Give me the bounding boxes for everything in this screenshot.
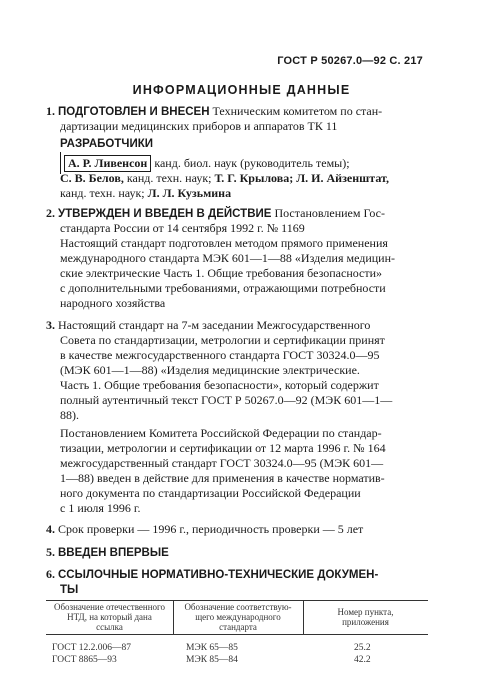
table-header-2-line-3: стандарта <box>219 622 257 632</box>
section-3-line-8: Постановлением Комитета Российской Федерации по стандар- <box>60 426 382 440</box>
section-6-line-2 <box>60 582 428 598</box>
table-header-1-line-2: НТД, на который дана <box>67 612 152 622</box>
section-3-line-5: Часть 1. Общие требования безопасности», который содержит <box>60 378 379 392</box>
section-2 <box>46 206 426 222</box>
developer-name-belov: С. В. Белов, <box>60 171 124 185</box>
section-2-heading: УТВЕРЖДЕН И ВВЕДЕН В ДЕЙСТВИЕ <box>58 208 272 220</box>
section-3-line-7: 88). <box>60 408 79 422</box>
section-3-number: 3. <box>46 318 55 332</box>
table-header-2-line-1: Обозначение соответствую- <box>184 602 292 612</box>
developers-line-2-text: канд. техн. наук; <box>123 171 215 185</box>
developers-line-1-rest: канд. биол. наук (руководитель темы); <box>154 156 350 170</box>
section-1 <box>46 104 426 120</box>
section-2-line-3: Настоящий стандарт подготовлен методом прямого применения <box>60 236 388 250</box>
section-6 <box>46 567 426 583</box>
section-3-line-2: Совета по стандартизации, метрологии и сертификации принят <box>60 333 385 347</box>
developers-heading <box>60 136 428 152</box>
section-5-text: ВВЕДЕН ВПЕРВЫЕ <box>58 547 169 559</box>
table-top-rule <box>46 600 428 601</box>
section-3-line-1: Настоящий стандарт на 7-м заседании Межгосударственного <box>58 318 371 332</box>
table-cell: МЭК 65—85 <box>186 643 238 653</box>
section-6-line-1: ССЫЛОЧНЫЕ НОРМАТИВНО-ТЕХНИЧЕСКИЕ ДОКУМЕН- <box>58 569 379 581</box>
section-1-text-2: дартизации медицинских приборов и аппаратов ТК 11 <box>60 119 338 133</box>
developers-line-3-text: канд. техн. наук; <box>60 186 148 200</box>
table-header-3-line-2: приложения <box>342 617 389 627</box>
section-3-line-3: в качестве межгосударственного стандарта ГОСТ 30324.0—95 <box>60 348 380 362</box>
section-3 <box>46 318 426 333</box>
section-2-number: 2. <box>46 206 55 220</box>
section-title: ИНФОРМАЦИОННЫЕ ДАННЫЕ <box>132 83 351 97</box>
section-2-line-4: международного стандарта МЭК 601—1—88 «Изделия медицин- <box>60 251 396 265</box>
table-cell: 42.2 <box>354 655 371 665</box>
table-header-2-line-2: щего международного <box>195 612 281 622</box>
developer-name-kuzmina: Л. Л. Кузьмина <box>147 186 232 200</box>
section-3-line-12: ного документа по стандартизации Российской Федерации <box>60 486 361 500</box>
section-2-line-7: народного хозяйства <box>60 296 166 310</box>
table-header-3 <box>303 607 428 627</box>
section-1-text-1: Техническим комитетом по стан- <box>209 104 383 118</box>
section-2-line-1: Постановлением Гос- <box>271 206 385 220</box>
table-header-3-line-1: Номер пункта, <box>337 607 394 617</box>
section-2-line-5: ские электрические Часть 1. Общие требования безопасности» <box>60 266 383 280</box>
section-2-line-2: стандарта России от 14 сентября 1992 г. № 1169 <box>60 221 305 235</box>
table-cell: МЭК 85—84 <box>186 655 238 665</box>
developers-line-3 <box>60 186 428 201</box>
developers-line-1 <box>64 155 428 172</box>
boxed-developer-name: А. Р. Ливенсон <box>64 155 151 172</box>
page-header: ГОСТ Р 50267.0—92 С. 217 <box>277 55 423 67</box>
section-4-number: 4. <box>46 522 55 536</box>
section-6-line-2-text: ТЫ <box>60 584 79 596</box>
table-header-1 <box>46 602 173 632</box>
table-header-2 <box>173 602 303 632</box>
section-3-line-10: межгосударственный стандарт ГОСТ 30324.0—95 (МЭК 601— <box>60 456 384 470</box>
section-3-line-4: (МЭК 601—1—88) «Изделия медицинские электрические. <box>60 363 360 377</box>
section-4 <box>46 522 426 537</box>
section-5-number: 5. <box>46 545 55 559</box>
section-1-heading: ПОДГОТОВЛЕН И ВНЕСЕН <box>58 106 210 118</box>
developers-heading-text: РАЗРАБОТЧИКИ <box>60 138 153 150</box>
section-3-line-6: полный аутентичный текст ГОСТ Р 50267.0—92 (МЭК 601—1— <box>60 393 393 407</box>
table-cell: ГОСТ 12.2.006—87 <box>52 643 131 653</box>
table-header-1-line-3: ссылка <box>96 622 123 632</box>
section-2-line-6: с дополнительными требованиями, отражающими потребности <box>60 281 386 295</box>
section-6-number: 6. <box>46 567 55 581</box>
developers-line-2 <box>60 171 428 186</box>
table-cell: ГОСТ 8865—93 <box>52 655 117 665</box>
section-4-text: Срок проверки — 1996 г., периодичность проверки — 5 лет <box>58 522 364 536</box>
section-5 <box>46 545 426 561</box>
section-1-number: 1. <box>46 104 55 118</box>
section-3-line-13: с 1 июля 1996 г. <box>60 501 141 515</box>
section-3-line-9: тизации, метрологии и сертификации от 12 марта 1996 г. № 164 <box>60 441 386 455</box>
table-header-rule <box>46 634 428 635</box>
developer-names-line-2: Т. Г. Крылова; Л. И. Айзенштат, <box>214 171 389 185</box>
table-cell: 25.2 <box>354 643 371 653</box>
section-3-line-11: 1—88) введен в действие для применения в качестве норматив- <box>60 471 385 485</box>
table-header-1-line-1: Обозначение отечественного <box>53 602 166 612</box>
